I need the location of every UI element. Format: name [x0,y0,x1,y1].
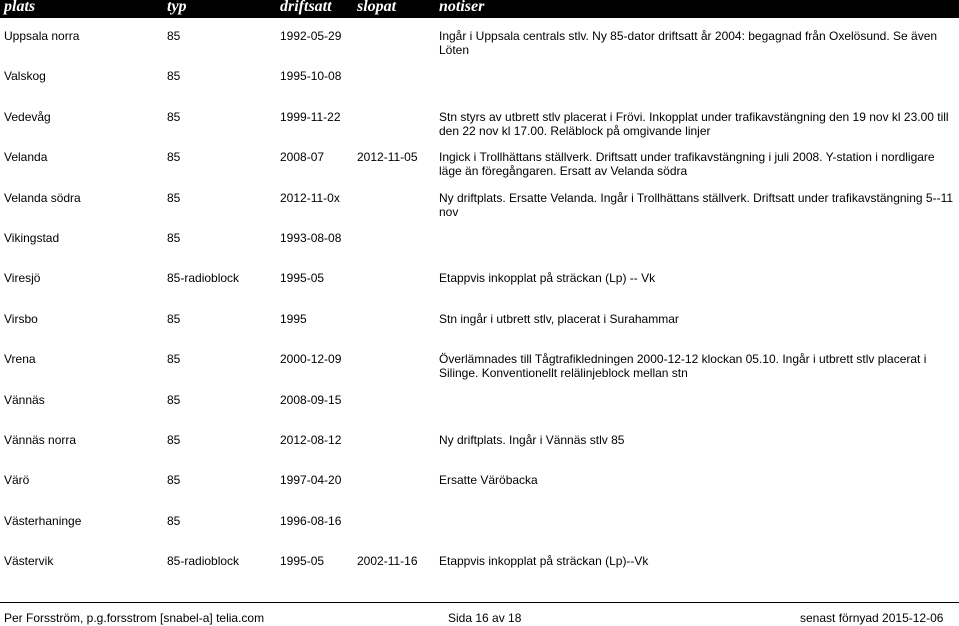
cell-plats: Vrena [4,352,36,366]
cell-typ: 85 [167,473,181,487]
cell-driftsatt: 2008-07 [280,150,325,164]
cell-plats: Vikingstad [4,231,60,245]
cell-driftsatt: 1995-05 [280,271,325,285]
column-header-bar [0,0,959,18]
cell-driftsatt: 2000-12-09 [280,352,342,366]
cell-typ: 85 [167,393,181,407]
cell-driftsatt: 2008-09-15 [280,393,342,407]
cell-plats: Velanda [4,150,48,164]
footer-updated: senast förnyad 2015-12-06 [800,611,944,625]
cell-driftsatt: 1995-10-08 [280,69,342,83]
cell-driftsatt: 1992-05-29 [280,29,342,43]
cell-notiser: Ny driftplats. Ersatte Velanda. Ingår i Trollhättans ställverk. Driftsatt under trafikavstängning 5--11 nov [439,191,954,219]
cell-plats: Viresjö [4,271,41,285]
cell-typ: 85-radioblock [167,554,240,568]
cell-driftsatt: 1995 [280,312,307,326]
header-typ: typ [167,0,187,15]
footer-divider [0,602,959,603]
cell-typ: 85 [167,150,181,164]
footer-page-number: Sida 16 av 18 [448,611,522,625]
header-plats: plats [4,0,36,15]
cell-driftsatt: 2012-11-0x [280,191,340,205]
cell-plats: Vännäs [4,393,45,407]
header-slopat: slopat [357,0,397,15]
header-driftsatt: driftsatt [280,0,332,15]
cell-plats: Västerhaninge [4,514,82,528]
cell-typ: 85-radioblock [167,271,240,285]
cell-notiser: Överlämnades till Tågtrafikledningen 2000-12-12 klockan 05.10. Ingår i utbrett stlv placerat i Silinge. Konventionellt relälinjeblock mellan stn [439,352,927,380]
cell-plats: Velanda södra [4,191,81,205]
cell-slopat: 2012-11-05 [357,150,418,164]
cell-driftsatt: 2012-08-12 [280,433,342,447]
cell-notiser: Stn ingår i utbrett stlv, placerat i Surahammar [439,312,679,326]
cell-driftsatt: 1993-08-08 [280,231,342,245]
cell-typ: 85 [167,69,181,83]
cell-typ: 85 [167,231,181,245]
cell-plats: Västervik [4,554,54,568]
cell-plats: Virsbo [4,312,38,326]
cell-driftsatt: 1999-11-22 [280,110,341,124]
cell-typ: 85 [167,110,181,124]
cell-typ: 85 [167,191,181,205]
header-notiser: notiser [439,0,485,15]
cell-slopat: 2002-11-16 [357,554,418,568]
cell-typ: 85 [167,433,181,447]
cell-notiser: Ingår i Uppsala centrals stlv. Ny 85-dator driftsatt år 2004: begagnad från Oxelösund. Se även Löten [439,29,938,57]
cell-driftsatt: 1995-05 [280,554,325,568]
cell-typ: 85 [167,312,181,326]
cell-notiser: Etappvis inkopplat på sträckan (Lp) -- Vk [439,271,656,285]
cell-plats: Vedevåg [4,110,51,124]
cell-driftsatt: 1996-08-16 [280,514,342,528]
cell-notiser: Ersatte Väröbacka [439,473,538,487]
cell-notiser: Ingick i Trollhättans ställverk. Driftsatt under trafikavstängning i juli 2008. Y-station i nordligare läge än föregångaren. Ersatt av Velanda södra [439,150,935,178]
cell-typ: 85 [167,514,181,528]
cell-plats: Vännäs norra [4,433,77,447]
footer-author: Per Forsström, p.g.forsstrom [snabel-a] telia.com [4,611,265,625]
cell-notiser: Stn styrs av utbrett stlv placerat i Frövi. Inkopplat under trafikavstängning den 19 nov kl 23.00 till den 22 nov kl 17.00. Reläblock på omgivande linjer [439,110,949,138]
cell-plats: Valskog [4,69,46,83]
cell-notiser: Ny driftplats. Ingår i Vännäs stlv 85 [439,433,625,447]
cell-plats: Uppsala norra [4,29,80,43]
cell-notiser: Etappvis inkopplat på sträckan (Lp)--Vk [439,554,649,568]
cell-plats: Värö [4,473,30,487]
cell-typ: 85 [167,352,181,366]
cell-typ: 85 [167,29,181,43]
cell-driftsatt: 1997-04-20 [280,473,342,487]
